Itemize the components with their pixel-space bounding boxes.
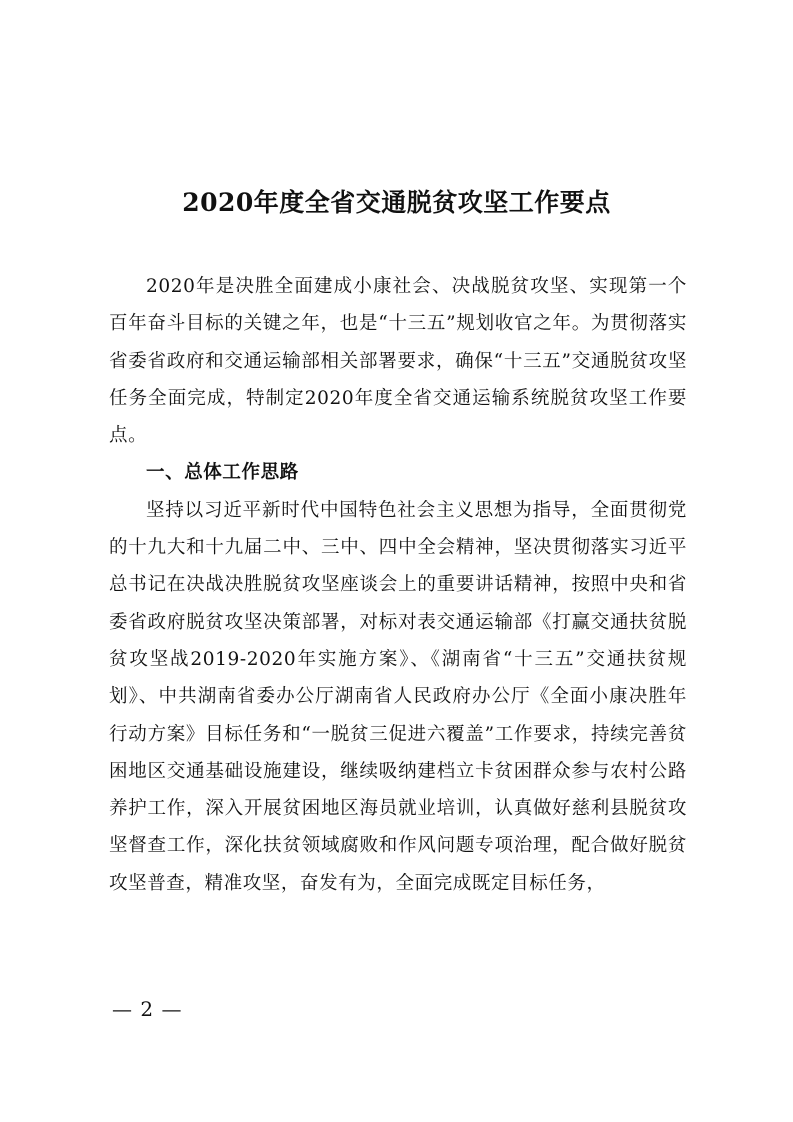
section-paragraph: 坚持以习近平新时代中国特色社会主义思想为指导，全面贯彻党的十九大和十九届二中、三中、四中全会精神，坚决贯彻落实习近平总书记在决战决胜脱贫攻坚座谈会上的重要讲话精神，按照中央和省委省政府脱贫攻坚决策部署，对标对表交通运输部《打赢交通扶贫脱贫攻坚战2019-2020年实施方案》、《湖南省“十三五”交通扶贫规划》、中共湖南省委办公厅湖南省人民政府办公厅《全面小康决胜年行动方案》目标任务和“一脱贫三促进六覆盖”工作要求，持续完善贫困地区交通基础设施建设，继续吸纳建档立卡贫困群众参与农村公路养护工作，深入开展贫困地区海员就业培训，认真做好慈利县脱贫攻坚督查工作，深化扶贫领域腐败和作风问题专项治理，配合做好脱贫攻坚普查，精准攻坚，奋发有为，全面完成既定目标任务， — [109, 499, 687, 894]
page-number: — 2 — — [112, 997, 183, 1021]
intro-paragraph: 2020年是决胜全面建成小康社会、决战脱贫攻坚、实现第一个百年奋斗目标的关键之年，也是“十三五”规划收官之年。为贯彻落实省委省政府和交通运输部相关部署要求，确保“十三五”交通脱贫攻坚任务全面完成，特制定2020年度全省交通运输系统脱贫攻坚工作要点。 — [109, 276, 687, 447]
page-title: 2020年度全省交通脱贫攻坚工作要点 — [182, 188, 611, 217]
section-heading: 一、总体工作思路 — [146, 462, 299, 484]
document-body — [109, 268, 687, 902]
